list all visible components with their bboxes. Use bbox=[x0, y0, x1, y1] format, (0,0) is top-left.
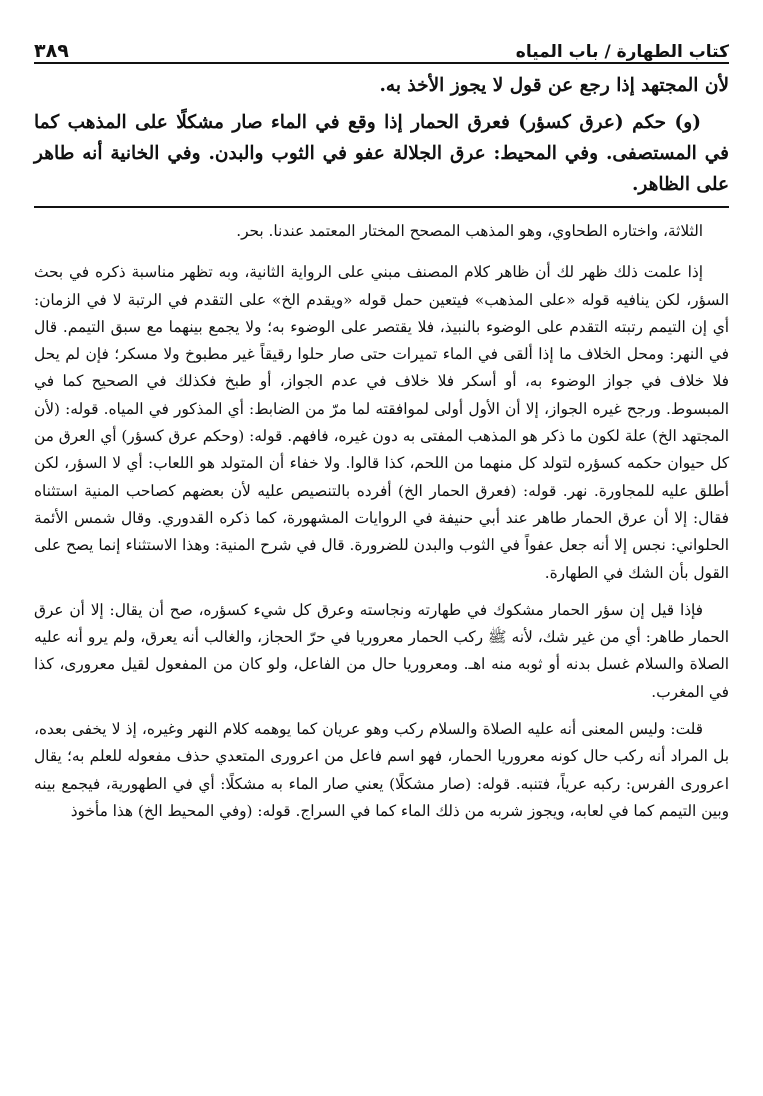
main-paragraph-2: (و) حكم (عرق كسؤر) فعرق الحمار إذا وقع في الماء صار مشكلًا على المذهب كما في المستصفى. وفي المحيط: عرق الجلالة عفو في الثوب والبدن. وفي الخانية أنه طاهر على الظاهر. bbox=[34, 112, 729, 195]
commentary-paragraph-1: الثلاثة، واختاره الطحاوي، وهو المذهب المصحح المختار المعتمد عندنا. بحر. bbox=[236, 222, 703, 240]
main-text bbox=[34, 70, 729, 200]
main-paragraph-1: لأن المجتهد إذا رجع عن قول لا يجوز الأخذ به. bbox=[379, 75, 729, 96]
commentary-text bbox=[34, 218, 729, 825]
commentary-paragraph-2: إذا علمت ذلك ظهر لك أن ظاهر كلام المصنف مبني على الرواية الثانية، وبه تظهر مناسبة ذكره في بحث السؤر، لكن ينافيه قوله «على المذهب» فيتعين حمل قوله «ويقدم الخ» على التقدم في الرتبة لا في الزمان: أي إن التيمم رتبته التقدم على الوضوء بالنبيذ، فلا يقتصر على الوضوء به؛ ولا يجمع بينهما مع سبق التيمم. قال في النهر: ومحل الخلاف ما إذا ألقى في الماء تميرات حتى صار حلوا رقيقاً غير مطبوخ ولا مسكر؛ فإن لم يحل فلا خلاف في جواز الوضوء به، أو أسكر فلا خلاف في عدم الجواز، أو طبخ فكذلك في الصحيح كما في المبسوط. ورجح غيره الجواز، إلا أن الأول أولى لموافقته لما مرّ من الضابط: أي المذكور في المياه. قوله: (لأن المجتهد الخ) علة لكون ما ذكر هو المذهب المفتى به دون غيره، فافهم. قوله: (وحكم عرق كسؤر) أي العرق من كل حيوان حكمه كسؤره لتولد كل منهما من اللحم، كذا قالوا. ولا خفاء أن المتولد هو اللعاب: أي لا السؤر، لكن أطلق عليه للمجاورة. نهر. قوله: (فعرق الحمار الخ) أفرده بالتنصيص عليه لأن بعضهم كصاحب المنية استثناه فقال: إلا أن عرق الحمار طاهر عند أبي حنيفة في الروايات المشهورة، كما ذكره القدوري. وقال شمس الأئمة الحلواني: نجس إلا أنه جعل عفواً في الثوب والبدن للضرورة. قال في شرح المنية: وهذا الاستثناء إنما يصح على القول بأن الشك في الطهارة. bbox=[34, 263, 729, 582]
commentary-paragraph-3: فإذا قيل إن سؤر الحمار مشكوك في طهارته ونجاسته وعرق كل شيء كسؤره، صح أن يقال: إلا أن عرق الحمار طاهر: أي من غير شك، لأنه ﷺ ركب الحمار معروريا في حرّ الحجاز، والغالب أنه يعرق، ولم يرو أنه عليه الصلاة والسلام غسل بدنه أو ثوبه منه اهـ. ومعروريا حال من الفاعل، ولو كان من المفعول لقيل معرورى، كذا في المغرب. bbox=[34, 600, 729, 701]
commentary-paragraph-4: قلت: وليس المعنى أنه عليه الصلاة والسلام ركب وهو عريان كما يوهمه كلام النهر وغيره، إذ لا يخفى بعده، بل المراد أنه ركب حال كونه معروريا الحمار، فهو اسم فاعل من اعرورى المتعدي حذف مفعوله للعلم به؛ يقال اعرورى الفرس: ركبه عرياً، فتنبه. قوله: (صار مشكلًا) يعني صار الماء به مشكلًا: أي في الطهورية، فيجمع بينه وبين التيمم كما في لعابه، ويجوز شربه من ذلك الماء كما في السراج. قوله: (وفي المحيط الخ) هذا مأخوذ bbox=[34, 720, 729, 820]
section-divider bbox=[34, 206, 729, 208]
page-header bbox=[34, 30, 729, 64]
running-title: كتاب الطهارة / باب المياه bbox=[515, 42, 729, 62]
page-number: ٣٨٩ bbox=[34, 40, 69, 62]
